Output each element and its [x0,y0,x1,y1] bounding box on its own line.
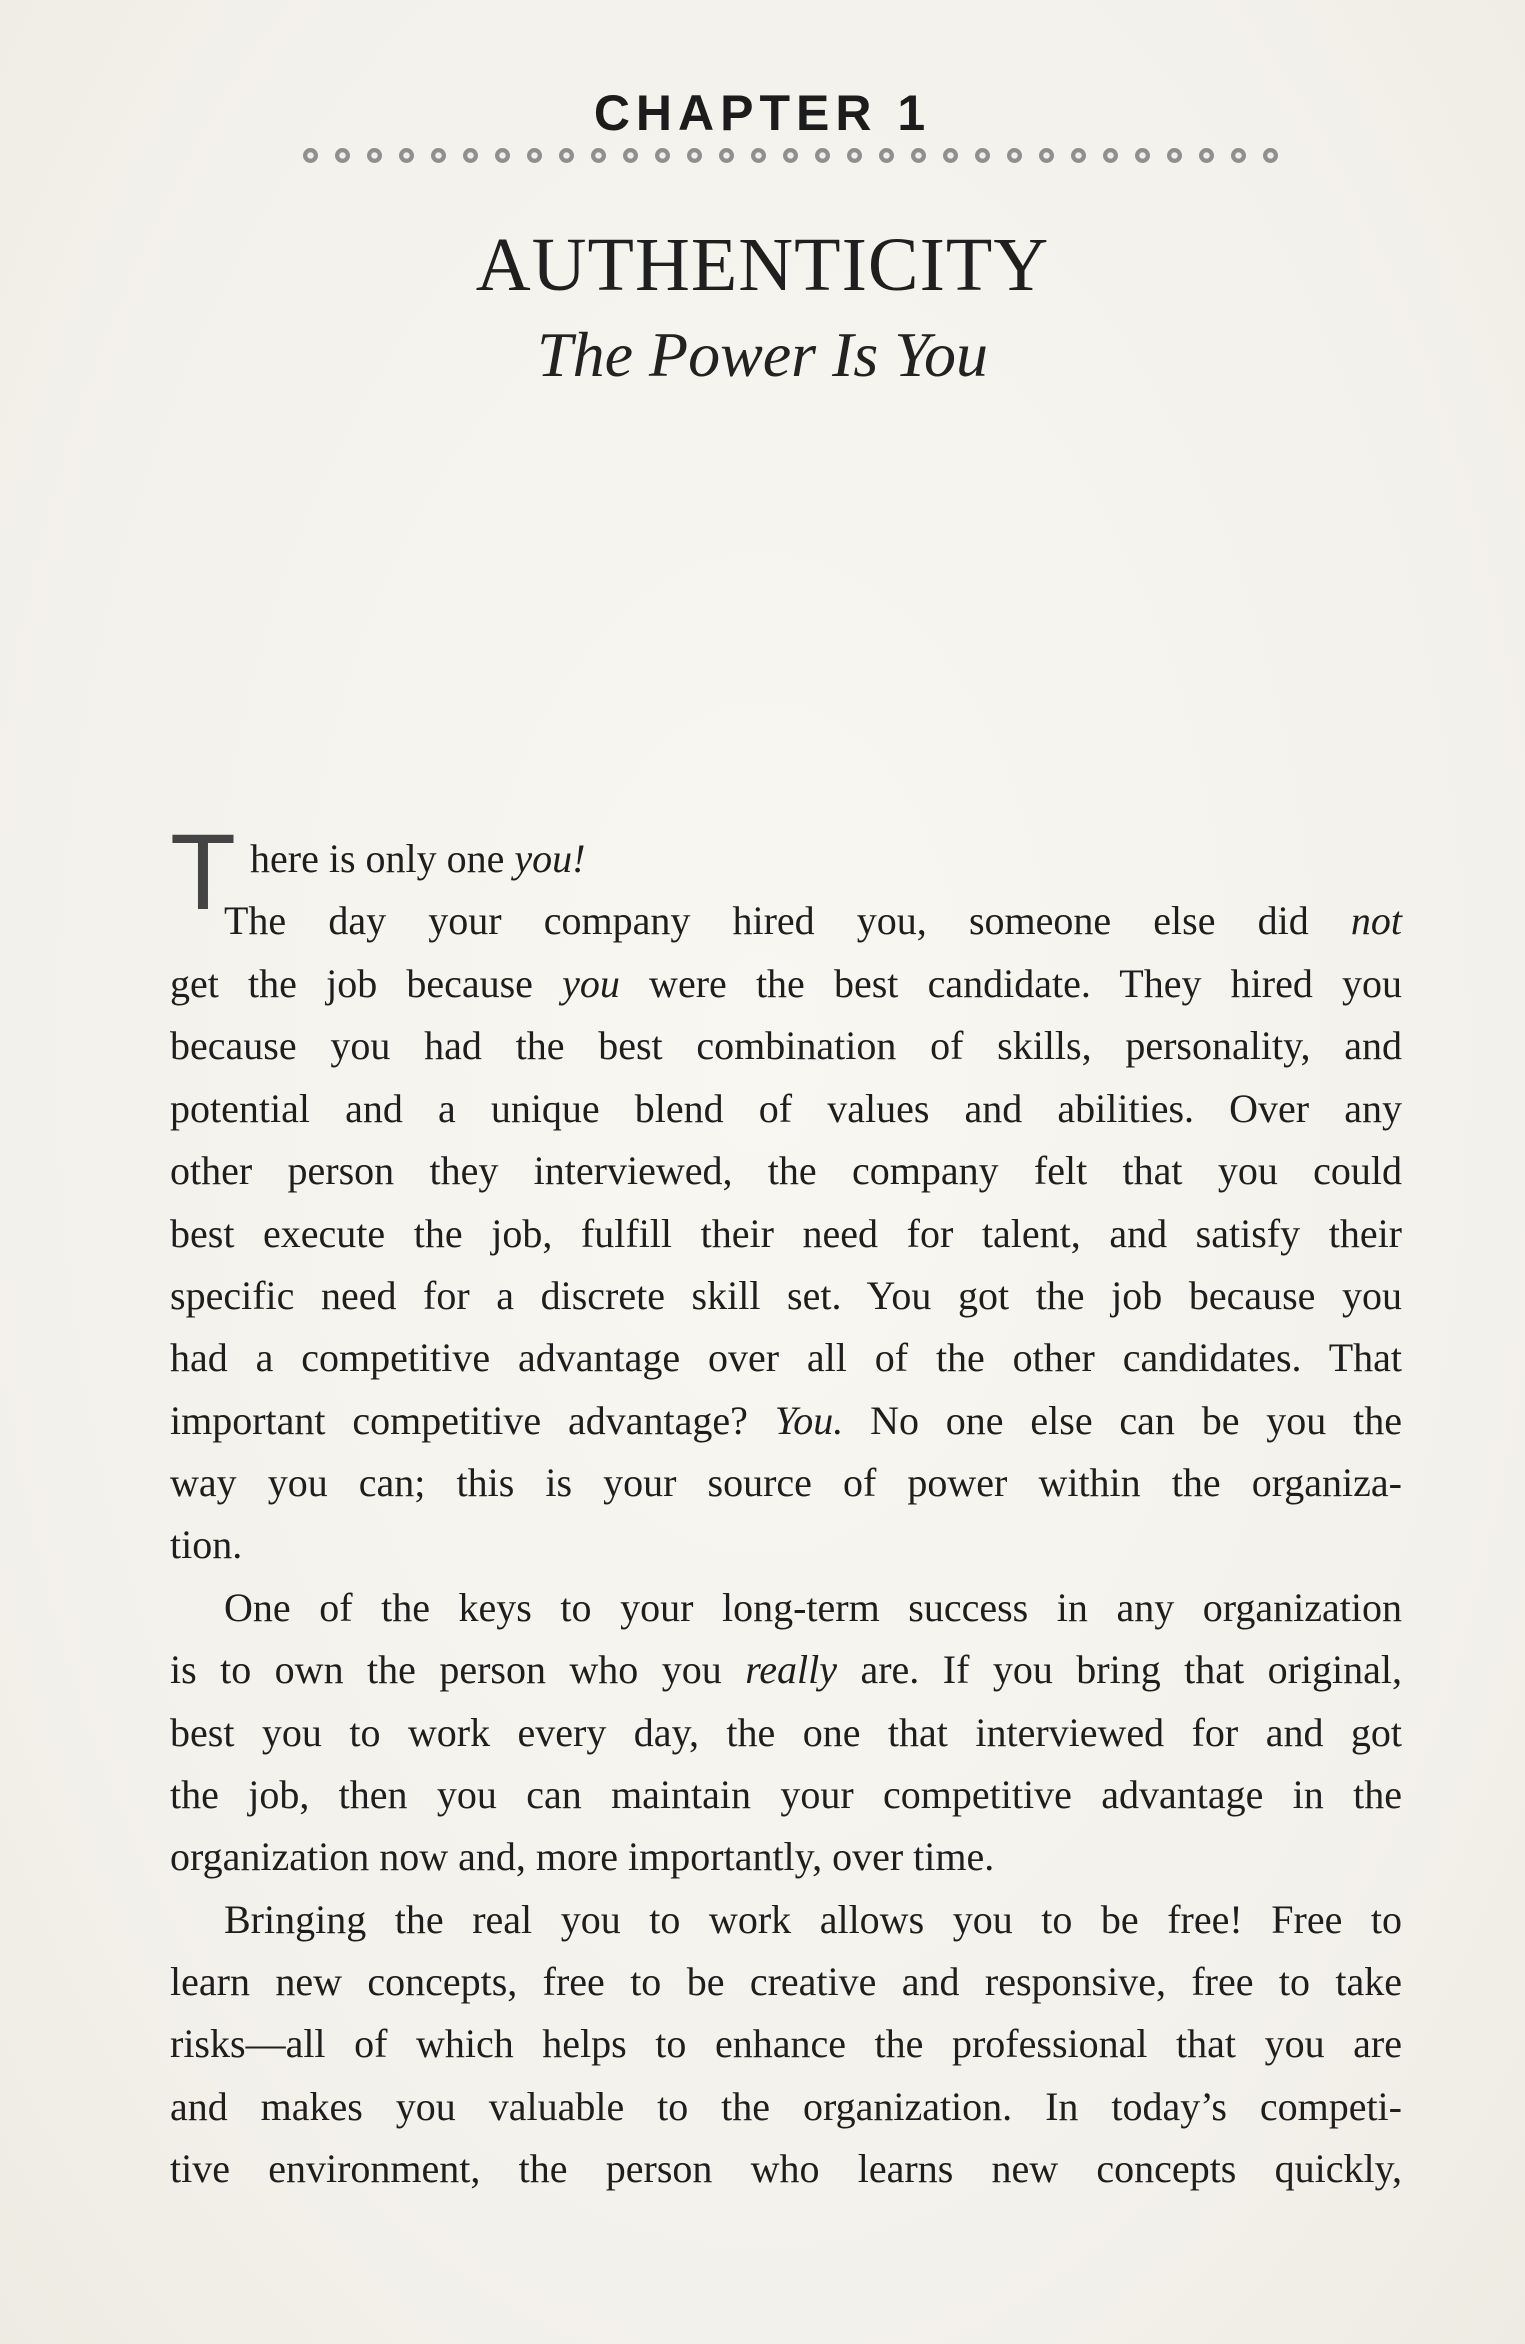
ornament-dot [399,148,414,163]
ornament-dot [623,148,638,163]
chapter-label: CHAPTER 1 [593,85,932,141]
ornament-dot [879,148,894,163]
emphasis-text: you! [514,836,586,881]
ornament-dot [1039,148,1054,163]
ornament-dot [783,148,798,163]
text-segment: because you had the best combination of skills, personality, and [170,1023,1402,1068]
text-line [170,1022,1402,1070]
text-line [170,1147,1402,1195]
text-segment: risks—all of which helps to enhance the professional that you are [170,2021,1402,2066]
ornament-dot [591,148,606,163]
text-segment: get the job because [170,961,563,1006]
drop-cap: T [170,811,236,932]
text-line [170,1210,1402,1258]
text-segment: and makes you valuable to the organization. In today’s competi- [170,2084,1402,2129]
text-line [170,1709,1402,1757]
text-segment: way you can; this is your source of power within the organiza- [170,1460,1402,1505]
ornament-dot [431,148,446,163]
text-line [224,1896,1402,1944]
ornament-dot [719,148,734,163]
ornament-dot [975,148,990,163]
text-segment: is to own the person who you [170,1647,746,1692]
ornament-dot [495,148,510,163]
ornament-dot [1071,148,1086,163]
ornament-dot [1263,148,1278,163]
text-line [170,1958,1402,2006]
ornament-dot [655,148,670,163]
text-segment: the job, then you can maintain your competitive advantage in the [170,1772,1402,1817]
text-line [170,2083,1402,2131]
text-segment: No one else can be you the [843,1398,1402,1443]
ornament-dot [335,148,350,163]
text-line [170,1459,1402,1507]
text-line [250,835,1402,883]
text-line [170,1397,1402,1445]
chapter-subtitle: The Power Is You [536,319,989,390]
text-line [170,1646,1402,1694]
text-segment: were the best candidate. They hired you [619,961,1402,1006]
text-segment: Bringing the real you to work allows you to be free! Free to [224,1897,1402,1942]
text-segment: potential and a unique blend of values and abilities. Over any [170,1086,1402,1131]
text-segment: organization now and, more importantly, over time. [170,1834,995,1879]
text-segment: important competitive advantage? [170,1398,775,1443]
ornament-dot [463,148,478,163]
ornament-dot [847,148,862,163]
text-line [170,2020,1402,2068]
ornament-dot [1135,148,1150,163]
text-segment: other person they interviewed, the company felt that you could [170,1148,1402,1193]
text-line [224,897,1402,945]
text-segment: tive environment, the person who learns new concepts quickly, [170,2146,1402,2191]
emphasis-text: really [745,1647,838,1692]
text-segment: best you to work every day, the one that interviewed for and got [170,1710,1402,1755]
ornament-dot [1167,148,1182,163]
text-line [170,2145,1402,2193]
ornament-dot [303,148,318,163]
text-line [170,1272,1402,1320]
ornament-dot [367,148,382,163]
ornament-dot [687,148,702,163]
text-segment: here is only one [250,836,515,881]
text-line [170,1771,1402,1819]
text-segment: are. If you bring that original, [837,1647,1403,1692]
text-segment: learn new concepts, free to be creative and responsive, free to take [170,1959,1402,2004]
ornament-dot [943,148,958,163]
text-segment: The day your company hired you, someone else did [224,898,1351,943]
ornament-dot [815,148,830,163]
ornament-dot [1103,148,1118,163]
ornament-dot [751,148,766,163]
text-segment: specific need for a discrete skill set. You got the job because you [170,1273,1402,1318]
text-line [224,1584,1402,1632]
emphasis-text: You. [774,1398,844,1443]
text-line [170,1521,1402,1569]
text-line [170,1833,1402,1881]
ornament-dot [1199,148,1214,163]
text-line [170,1334,1402,1382]
text-segment: One of the keys to your long-term success in any organization [224,1585,1402,1630]
ornament-dot [911,148,926,163]
text-segment: had a competitive advantage over all of the other candidates. That [170,1335,1402,1380]
emphasis-text: not [1350,898,1402,943]
ornament-dot [527,148,542,163]
text-line [170,1085,1402,1133]
emphasis-text: you [562,961,620,1006]
text-segment: best execute the job, fulfill their need for talent, and satisfy their [170,1211,1402,1256]
ornament-dot [1231,148,1246,163]
ornament-dot [559,148,574,163]
ornament-divider [303,144,1278,166]
text-line [170,960,1402,1008]
chapter-title: AUTHENTICITY [475,223,1050,307]
text-segment: tion. [170,1522,243,1567]
ornament-dot [1007,148,1022,163]
